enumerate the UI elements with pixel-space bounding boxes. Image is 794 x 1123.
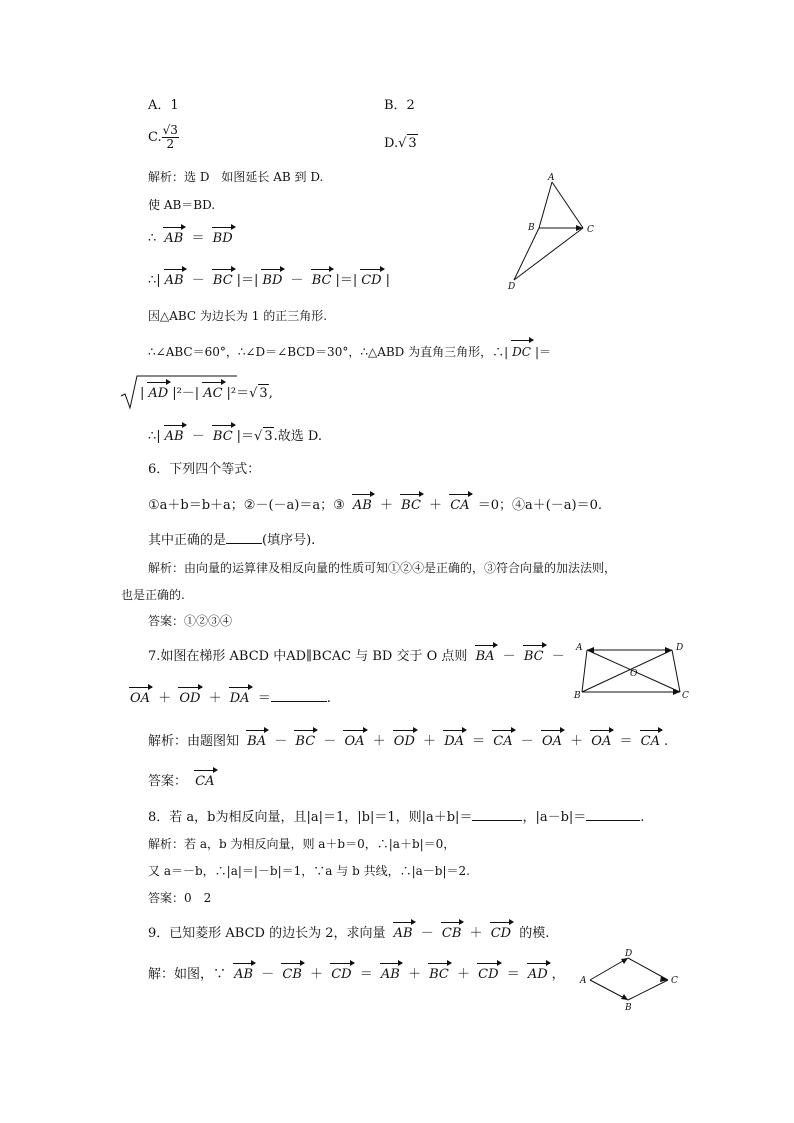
vector-symbol: AC (203, 386, 223, 401)
sol5-line8: ∴| AB － BC |＝√ 3.故选 D. (148, 429, 322, 444)
sol5-line1: 解析：选 D 如图延长 AB 到 D. (148, 170, 324, 184)
vector-symbol: AB (234, 967, 254, 982)
label-b: B (625, 1003, 632, 1013)
vector-symbol: OA (344, 734, 365, 749)
q6-title: 6．下列四个等式： (148, 462, 261, 477)
trapezoid-figure (572, 638, 692, 700)
vector-symbol: CB (282, 967, 302, 982)
sol5-line5: 因△ABC 为边长为 1 的正三角形. (148, 309, 328, 323)
q7-line1: 7.如图在梯形 ABCD 中AD∥BCAC 与 BD 交于 O 点则 BA － BC － (148, 649, 565, 664)
fraction: $\frac{√3}{2}$ (162, 123, 178, 151)
vector-symbol: OA (541, 734, 562, 749)
vector-symbol: AD (148, 386, 169, 401)
q7-answer: 答案： CA (148, 774, 215, 789)
label-a: A (548, 173, 555, 183)
answer-blank (271, 689, 327, 702)
label-a: A (580, 976, 587, 986)
vector-symbol: BD (262, 273, 283, 288)
sol5-line6: ∴∠ABC＝60°，∴∠D＝∠BCD＝30°，∴△ABD 为直角三角形，∴| DC |＝ (148, 345, 552, 359)
q6-answer: 答案：①②③④ (148, 614, 233, 628)
vector-symbol: AD (527, 967, 548, 982)
label-a: A (576, 643, 583, 653)
vector-symbol: BC (295, 734, 316, 749)
vector-symbol: BC (212, 429, 233, 444)
answer-blank (472, 808, 522, 821)
option-d: D.√ 3 (384, 136, 417, 151)
label-o: O (630, 669, 638, 679)
sol5-line4: ∴| AB － BC |＝| BD － BC |＝| CD | (148, 273, 390, 288)
vector-symbol: DA (229, 691, 250, 706)
vector-symbol: OD (179, 691, 201, 706)
answer-blank (226, 531, 262, 544)
q9-solution: 解：如图，∵ AB － CB ＋ CD ＝ AB ＋ BC ＋ CD ＝ AD ， (148, 967, 565, 982)
q8-answer: 答案：0 2 (148, 891, 212, 905)
vector-symbol: AB (164, 273, 184, 288)
vector-symbol: AB (164, 231, 184, 246)
vector-symbol: CD (478, 967, 499, 982)
vector-symbol: BA (475, 649, 495, 664)
vector-symbol: BC (401, 498, 421, 513)
q9-question: 9．已知菱形 ABCD 的边长为 2，求向量 AB － CB ＋ CD 的模. (148, 926, 550, 941)
q6-question: 其中正确的是 (填序号). (148, 533, 316, 548)
label-d: D (625, 949, 633, 959)
vector-symbol: DA (444, 734, 464, 749)
q8-solution-2: 又 a＝－b，∴|a|＝|－b|＝1，∵a 与 b 共线，∴|a－b|＝2. (148, 864, 470, 878)
answer-blank (586, 808, 640, 821)
label-c: C (682, 691, 689, 700)
option-a: A．1 (148, 98, 179, 113)
vector-symbol: CB (441, 926, 462, 941)
q7-solution: 解析：由题图知 BA － BC － OA ＋ OD ＋ DA ＝ CA － OA ＋ OA ＝ CA . (148, 734, 669, 749)
sol5-line2: 使 AB＝BD. (148, 198, 216, 212)
q7-line2: OA ＋ OD ＋ DA ＝ . (130, 691, 331, 706)
vector-symbol: BC (523, 649, 544, 664)
q6-analysis-1: 解析：由向量的运算律及相反向量的性质可知①②④是正确的，③符合向量的加法法则， (148, 561, 617, 575)
q8-question: 8．若 a，b为相反向量，且|a|＝1，|b|＝1，则|a＋b|＝ ，|a－b|＝ . (148, 810, 645, 825)
label-d: D (508, 282, 516, 292)
vector-symbol: OA (130, 691, 151, 706)
vector-symbol: CD (361, 273, 382, 288)
q8-solution-1: 解析：若 a，b 为相反向量，则 a＋b＝0，∴|a＋b|＝0， (148, 837, 456, 851)
vector-symbol: BC (212, 273, 233, 288)
vector-symbol: AB (393, 926, 413, 941)
vector-symbol: BC (311, 273, 332, 288)
sol5-line7: | AD |²－| AC |²＝√ 3, (140, 386, 273, 401)
vector-symbol: BC (429, 967, 449, 982)
label-d: D (676, 643, 684, 653)
label-c: C (587, 225, 594, 235)
vector-symbol: BA (247, 734, 267, 749)
vector-symbol: AB (352, 498, 372, 513)
label-b: B (574, 691, 581, 700)
rhombus-figure (576, 946, 686, 1014)
vector-symbol: CA (195, 774, 215, 789)
label-b: B (528, 223, 535, 233)
vector-symbol: CA (640, 734, 660, 749)
vector-symbol: AB (164, 429, 184, 444)
vector-symbol: DC (512, 345, 531, 359)
vector-symbol: AB (380, 967, 400, 982)
triangle-figure (500, 170, 610, 292)
sol5-line3: ∴ AB ＝ BD (148, 231, 233, 246)
vector-symbol: BD (212, 231, 233, 246)
vector-symbol: CA (493, 734, 513, 749)
q6-equations: ①a＋b＝b＋a；②－(－a)＝a；③ AB ＋ BC ＋ CA ＝0；④a＋(－a)＝0. (148, 498, 603, 513)
q6-analysis-2: 也是正确的. (121, 588, 185, 602)
vector-symbol: OD (393, 734, 415, 749)
label-c: C (671, 976, 678, 986)
option-b: B．2 (384, 98, 415, 113)
vector-symbol: CA (450, 498, 470, 513)
vector-symbol: CD (331, 967, 352, 982)
vector-symbol: OA (591, 734, 612, 749)
vector-symbol: CD (490, 926, 512, 941)
option-c: C. $\frac{√3}{2}$ (148, 123, 178, 151)
